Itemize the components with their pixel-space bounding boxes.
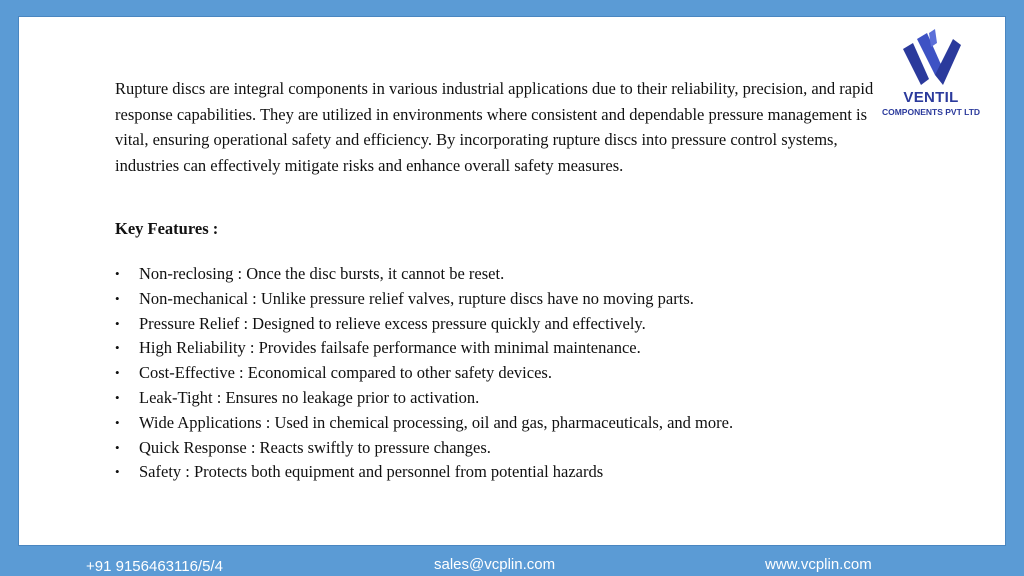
- list-item: [115, 361, 755, 386]
- feature-text: Pressure Relief : Designed to relieve excess pressure quickly and effectively.: [139, 313, 646, 333]
- company-logo: [871, 29, 991, 133]
- list-item: [115, 386, 755, 411]
- footer-website[interactable]: www.vcplin.com: [765, 556, 872, 573]
- list-item: [115, 336, 755, 361]
- bullet-icon: •: [115, 266, 120, 281]
- list-item: [115, 460, 755, 485]
- footer-phone[interactable]: +91 9156463116/5/4: [86, 558, 223, 575]
- features-heading: Key Features :: [115, 219, 219, 238]
- feature-text: Cost-Effective : Economical compared to other safety devices.: [139, 363, 552, 383]
- bullet-icon: •: [115, 365, 120, 381]
- bullet-icon: •: [115, 290, 120, 306]
- list-item: [115, 411, 755, 436]
- feature-text: Quick Response : Reacts swiftly to pressure changes.: [139, 437, 491, 457]
- document-page: [18, 16, 1006, 546]
- bullet-icon: •: [115, 439, 120, 455]
- feature-text: High Reliability : Provides failsafe performance with minimal maintenance.: [139, 338, 641, 358]
- features-list: [115, 262, 755, 485]
- bullet-icon: •: [115, 464, 120, 480]
- list-item: [115, 287, 755, 312]
- list-item: [115, 436, 755, 461]
- ventil-v-logo-icon: [899, 29, 963, 87]
- feature-text: Leak-Tight : Ensures no leakage prior to activation.: [139, 387, 480, 407]
- bullet-icon: •: [115, 414, 120, 430]
- bullet-icon: •: [115, 340, 120, 356]
- bullet-icon: •: [115, 389, 120, 405]
- intro-paragraph: Rupture discs are integral components in various industrial applications due to their reliability, precision, and rapid response capabilities. They are utilized in environments where consistent and dependable pressure management is vital, ensuring operational safety and efficiency. By incorporating rupture discs into pressure control systems, industries can effectively mitigate risks and enhance overall safety measures.: [115, 79, 874, 175]
- bullet-icon: •: [115, 315, 120, 331]
- feature-text: Non-mechanical : Unlike pressure relief valves, rupture discs have no moving parts.: [139, 288, 694, 308]
- logo-name: VENTIL: [903, 89, 959, 106]
- list-item: [115, 312, 755, 337]
- footer-email[interactable]: sales@vcplin.com: [434, 556, 556, 573]
- list-item: [115, 262, 755, 287]
- feature-text: Safety : Protects both equipment and personnel from potential hazards: [139, 462, 604, 482]
- feature-text: Non-reclosing : Once the disc bursts, it cannot be reset.: [139, 264, 505, 283]
- logo-subtitle: COMPONENTS PVT LTD: [881, 107, 981, 117]
- feature-text: Wide Applications : Used in chemical processing, oil and gas, pharmaceuticals, and more.: [139, 412, 734, 432]
